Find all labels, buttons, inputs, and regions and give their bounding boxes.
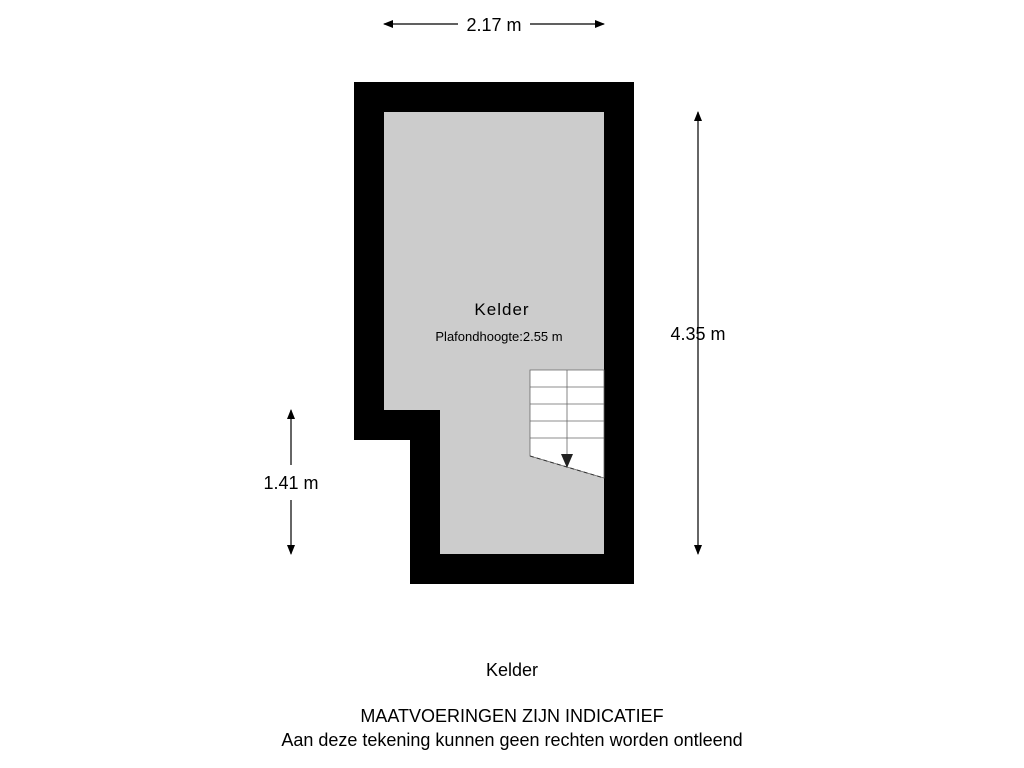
disclaimer-title: MAATVOERINGEN ZIJN INDICATIEF: [360, 706, 664, 726]
room-ceiling-height-label: Plafondhoogte:2.55 m: [435, 329, 563, 344]
height-dimension: [670, 112, 725, 554]
width-dimension-label: 2.17 m: [466, 15, 522, 35]
height-dimension-label: 4.35 m: [670, 324, 726, 344]
step-dimension: [263, 410, 318, 554]
room-name-label: Kelder: [474, 300, 530, 319]
width-dimension: [384, 15, 604, 35]
floor-caption: Kelder: [485, 660, 539, 680]
disclaimer-text: Aan deze tekening kunnen geen rechten worden ontleend: [281, 730, 743, 750]
step-dimension-label: 1.41 m: [263, 473, 319, 493]
